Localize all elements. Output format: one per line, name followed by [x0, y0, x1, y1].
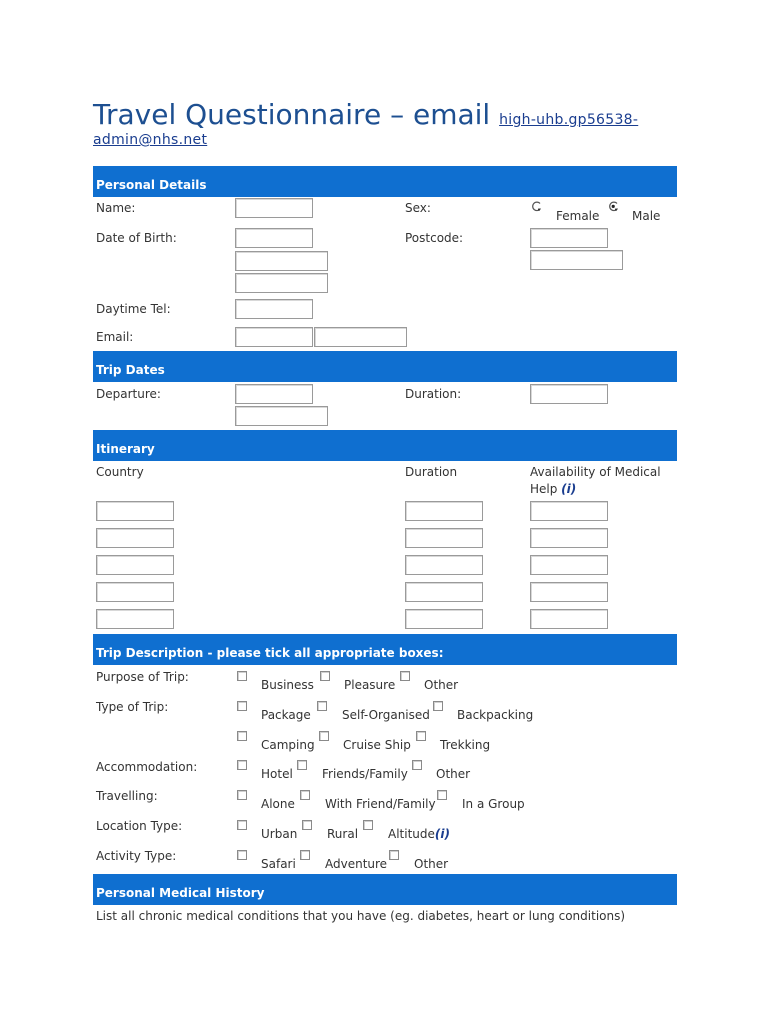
- accommodation-hotel-label: Hotel: [261, 767, 293, 781]
- section-medical-history: Personal Medical History: [93, 874, 677, 905]
- type-trekking-label: Trekking: [440, 738, 491, 752]
- type-cruise-ship-label: Cruise Ship: [343, 738, 411, 752]
- itinerary-duration-input-5[interactable]: [405, 609, 483, 629]
- activity-other-label: Other: [414, 857, 449, 871]
- postcode-input-2[interactable]: [530, 250, 623, 270]
- location-urban-label: Urban: [261, 827, 298, 841]
- country-header: Country: [96, 465, 144, 479]
- travelling-label: Travelling:: [96, 789, 158, 803]
- dob-input-2[interactable]: [235, 251, 328, 271]
- duration-label: Duration:: [405, 387, 462, 401]
- activity-adventure-label: Adventure: [325, 857, 388, 871]
- email-input[interactable]: [235, 327, 313, 347]
- location-altitude-label: [388, 827, 450, 841]
- travelling-alone-checkbox[interactable]: [237, 790, 247, 800]
- tel-input[interactable]: [235, 299, 313, 319]
- purpose-other-checkbox[interactable]: [400, 671, 410, 681]
- type-backpacking-label: Backpacking: [457, 708, 534, 722]
- section-itinerary: Itinerary: [93, 430, 677, 461]
- dob-input-3[interactable]: [235, 273, 328, 293]
- travelling-friend-checkbox[interactable]: [300, 790, 310, 800]
- purpose-business-label: Business: [261, 678, 314, 692]
- location-altitude-checkbox[interactable]: [363, 820, 373, 830]
- section-personal-details: Personal Details: [93, 166, 677, 197]
- email-domain-input[interactable]: [314, 327, 407, 347]
- type-package-checkbox[interactable]: [237, 701, 247, 711]
- accommodation-friends-checkbox[interactable]: [297, 760, 307, 770]
- itinerary-duration-input-1[interactable]: [405, 501, 483, 521]
- email-link[interactable]: high-uhb.gp56538-: [499, 112, 639, 128]
- itinerary-duration-input-2[interactable]: [405, 528, 483, 548]
- section-trip-description: Trip Description - please tick all appropriate boxes:: [93, 634, 677, 665]
- location-urban-checkbox[interactable]: [237, 820, 247, 830]
- activity-label: Activity Type:: [96, 849, 177, 863]
- location-rural-checkbox[interactable]: [302, 820, 312, 830]
- accommodation-hotel-checkbox[interactable]: [237, 760, 247, 770]
- name-input[interactable]: [235, 198, 313, 218]
- activity-safari-label: Safari: [261, 857, 296, 871]
- itinerary-duration-input-4[interactable]: [405, 582, 483, 602]
- sex-male-label: Male: [632, 209, 661, 223]
- sex-female-radio[interactable]: [531, 201, 542, 212]
- type-label: Type of Trip:: [96, 700, 169, 714]
- location-rural-label: Rural: [327, 827, 359, 841]
- country-input-4[interactable]: [96, 582, 174, 602]
- postcode-label: Postcode:: [405, 231, 464, 245]
- accommodation-other-label: Other: [436, 767, 471, 781]
- purpose-pleasure-label: Pleasure: [344, 678, 396, 692]
- purpose-other-label: Other: [424, 678, 459, 692]
- location-label: Location Type:: [96, 819, 183, 833]
- type-camping-label: Camping: [261, 738, 315, 752]
- accommodation-other-checkbox[interactable]: [412, 760, 422, 770]
- travelling-alone-label: Alone: [261, 797, 295, 811]
- country-input-3[interactable]: [96, 555, 174, 575]
- medical-history-instruction: List all chronic medical conditions that you have (eg. diabetes, heart or lung conditions): [96, 909, 626, 923]
- itinerary-duration-header: Duration: [405, 465, 458, 479]
- itinerary-duration-input-3[interactable]: [405, 555, 483, 575]
- travelling-group-label: In a Group: [462, 797, 525, 811]
- availability-help-text: Help: [530, 482, 562, 496]
- purpose-pleasure-checkbox[interactable]: [320, 671, 330, 681]
- purpose-label: Purpose of Trip:: [96, 670, 189, 684]
- email-link-continued[interactable]: admin@nhs.net: [93, 132, 208, 148]
- activity-other-checkbox[interactable]: [389, 850, 399, 860]
- type-camping-checkbox[interactable]: [237, 731, 247, 741]
- page-title: [93, 98, 638, 131]
- country-input-2[interactable]: [96, 528, 174, 548]
- availability-header-line2: [530, 482, 576, 496]
- departure-label: Departure:: [96, 387, 161, 401]
- country-input-5[interactable]: [96, 609, 174, 629]
- location-altitude-text: Altitude: [388, 827, 435, 841]
- email-label: Email:: [96, 330, 134, 344]
- sex-male-radio[interactable]: [608, 201, 619, 212]
- info-icon[interactable]: (i): [561, 482, 577, 496]
- duration-input[interactable]: [530, 384, 608, 404]
- postcode-input[interactable]: [530, 228, 608, 248]
- altitude-info-icon[interactable]: (i): [434, 827, 450, 841]
- departure-input[interactable]: [235, 384, 313, 404]
- activity-safari-checkbox[interactable]: [237, 850, 247, 860]
- type-self-organised-label: Self-Organised: [342, 708, 430, 722]
- tel-label: Daytime Tel:: [96, 302, 171, 316]
- medical-help-input-2[interactable]: [530, 528, 608, 548]
- country-input-1[interactable]: [96, 501, 174, 521]
- dob-input[interactable]: [235, 228, 313, 248]
- sex-female-label: Female: [556, 209, 600, 223]
- medical-help-input-4[interactable]: [530, 582, 608, 602]
- travelling-group-checkbox[interactable]: [437, 790, 447, 800]
- type-package-label: Package: [261, 708, 311, 722]
- title-text: Travel Questionnaire – email: [93, 98, 491, 131]
- type-trekking-checkbox[interactable]: [416, 731, 426, 741]
- activity-adventure-checkbox[interactable]: [300, 850, 310, 860]
- medical-help-input-1[interactable]: [530, 501, 608, 521]
- name-label: Name:: [96, 201, 136, 215]
- type-self-organised-checkbox[interactable]: [317, 701, 327, 711]
- accommodation-label: Accommodation:: [96, 760, 198, 774]
- sex-label: Sex:: [405, 201, 431, 215]
- medical-help-input-3[interactable]: [530, 555, 608, 575]
- travelling-friend-label: With Friend/Family: [325, 797, 436, 811]
- purpose-business-checkbox[interactable]: [237, 671, 247, 681]
- availability-header: Availability of Medical: [530, 465, 661, 479]
- accommodation-friends-label: Friends/Family: [322, 767, 408, 781]
- section-trip-dates: Trip Dates: [93, 351, 677, 382]
- type-cruise-ship-checkbox[interactable]: [319, 731, 329, 741]
- medical-help-input-5[interactable]: [530, 609, 608, 629]
- departure-input-2[interactable]: [235, 406, 328, 426]
- type-backpacking-checkbox[interactable]: [433, 701, 443, 711]
- dob-label: Date of Birth:: [96, 231, 177, 245]
